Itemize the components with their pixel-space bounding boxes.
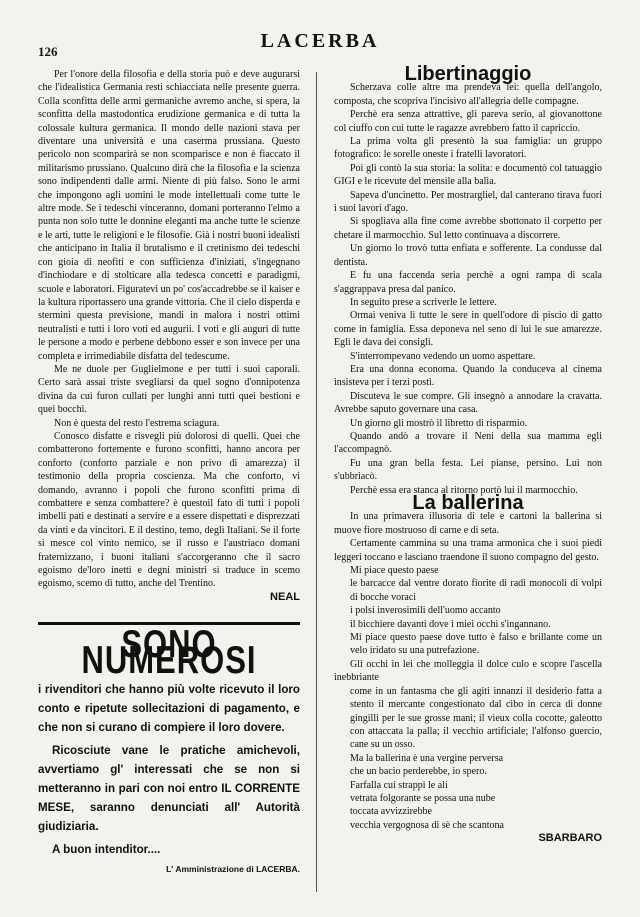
verse-line: Mi piace questo paese dove tutto è falso e brillante come un velo iridato su una putrefazione. xyxy=(350,632,602,657)
article-paragraph: Un giorno gli mostrò il libretto di risparmio. xyxy=(350,417,528,429)
notice-paragraph: i rivenditori che hanno più volte ricevuto il loro conto e ripetute sollecitazioni di pagamento, e che non si curano di compiere il loro dovere. xyxy=(38,683,300,735)
article-paragraph: Scherzava colle altre ma prendeva lei: quella dell'angolo, composta, che scopriva l'incisivo all'allegria delle compagne. xyxy=(334,82,602,107)
article-paragraph: In seguito prese a scriverle le lettere. xyxy=(350,296,497,308)
article-title: La ballerina xyxy=(412,492,524,514)
verse-line: vecchia vergognosa di sè che scantona xyxy=(350,819,504,831)
notice-paragraph: Ricosciute vane le pratiche amichevoli, avvertiamo gl' interessati che se non si metteranno in pari con noi entro IL CORRENTE MESE, saranno denunciati all' Autorità giudiziaria. xyxy=(38,744,300,834)
article-paragraph: Discuteva le sue compre. Gli insegnò a annodare la cravatta. Avrebbe saputo governare una casa. xyxy=(334,390,602,416)
article-paragraph: Non è questa del resto l'estrema sciagura. xyxy=(54,417,220,429)
notice-title: SONO NUMEROSI xyxy=(81,622,257,683)
column-divider xyxy=(316,72,317,892)
article-paragraph: Un giorno lo trovò tutta enfiata e sofferente. La condusse dal dentista. xyxy=(334,243,602,268)
article-paragraph: Certamente cammina su una trama armonica che i suoi piedi leggeri toccano e lasciano traendone il suono compagno del gesto. xyxy=(334,538,602,563)
article-paragraph: Perchè era senza attrattive, gli pareva serio, al giovanottone col ciuffo con cui tutte le ragazze avrebbero fatto il capriccio. xyxy=(334,109,602,134)
article-paragraph: Gli occhi in lei che molleggia il dolce culo e scopre l'ascella inebbriante xyxy=(334,658,602,684)
verse-line: le barcacce dal ventre dorato fiorite di radi monocoli di volpi di bocche voraci xyxy=(350,578,602,603)
verse-line: Mi piace questo paese xyxy=(350,565,439,577)
article-paragraph: Per l'onore della filosofia e della storia può e deve augurarsi che l'idealistica Germania resti schiacciata nelle presente guerra. Colla sconfitta delle armi germaniche avremo anche, si spera, la sconfitta della mastodontica erudizione germanica e di tutta la colossale kultura germanica. Il mondo delle nazioni stava per diventare una università e una caserma prussiana. Questo pericolo non scomparirà se non scomparisce e non è fiaccato il militarismo prussiano. Qualcuno dirà che la filosofia e la scienza sono indipendenti dalle armi. Niente di più falso. Sono le armi che impongono agli uomini le mode intellettuali come tutte le altre mode. Se i tedeschi vinceranno, domani porteranno l'elmo a punta non solo tutte le donnine eleganti ma anche tutte le scienze e le arti, tutte le religioni e le filosofie. Già i nostri buoni idealisti che anticipano in Italia il brutalismo e il cretinismo dei tedeschi con gioia di neofiti e con sufficienza d'iniziati, s'ingegnano d'inchiodare e di stolticare alla tedesca concetti e paradigmi, scuole e laboratori. Figuratevi un po' cos'accadrebbe se il kaiser e la kultura riportassero una grande vittoria. Che il cielo disperda e stermini questa previsione, mandi in malora i nostri ottimi neutralisti e tutti i loro voti ed augurii. I voti e gli auguri di tutte le persone a modo e perbene debbono esser e son invece per una completa e irrimediabile disfatta del tedescume. xyxy=(38,69,300,362)
masthead: LACERBA xyxy=(260,30,380,52)
verse-line: toccata avvizzirebbe xyxy=(350,806,432,818)
article-paragraph: Sapeva d'uncinetto. Per mostrargliel, dal canterano tirava fuori i suoi lavori d'ago. xyxy=(334,189,602,215)
article-paragraph: In una primavera illusoria di tele e cartoni la ballerina si muove fiore mostruoso di carne e di seta. xyxy=(334,511,602,536)
article-paragraph: Poi gli contò la sua storia: la solita: e documentò col tatuaggio GIGI e le ricevute del mensile alla balia. xyxy=(334,162,602,188)
verse-line: Farfalla cui strappi le ali xyxy=(350,779,448,791)
article-paragraph: Quando andò a trovare il Neni della sua mamma egli l'accompagnò. xyxy=(334,430,602,456)
verse-line: Ma la ballerina è una vergine perversa xyxy=(350,752,504,764)
verse-line: che un bacio perderebbe, io spero. xyxy=(350,766,487,778)
article-paragraph: La prima volta gli presentò la sua famiglia: un gruppo fotografico: le sorelle oneste i fratelli lavoratori. xyxy=(334,136,602,161)
article-signature: NEAL xyxy=(270,590,300,603)
article-paragraph: Fu una gran bella festa. Lei pianse, persino. Lui non s'ubbriacò. xyxy=(334,457,602,483)
article-paragraph: Perchè essa era stanca al ritorno portò lui il marmocchio. xyxy=(350,484,578,496)
page-number: 126 xyxy=(38,44,58,59)
article-paragraph: Conosco disfatte e risvegli più dolorosi di quelli. Quei che combatterono fortemente e furono sconfitti, hanno ancora per conforto (conforto parziale e non privo di amarezza) il testimonio della propria coscienza. Ma che conforto, vi domando, avranno i popoli che furono sconfitti prima di combattere e senza combattere? è questoil fato di tutti i popoli imbelli pati e destinati a servire e a essere dispettati e disprezzati da vinti e da vincitori. E il destino, temo, degli Italiani. Se il forte si mesce col vinto nemico, se il russo e l'austriaco domani fraternizzano, i buoni italiani s'accorgeranno che il sacro egoismo de'loro inetti e degni ministri si traduce in scemo egoismo, scemo di tutto, anche del Trentino. xyxy=(38,430,300,590)
verse-line: i polsi inverosimili dell'uomo accanto xyxy=(350,605,501,617)
notice-body xyxy=(38,680,300,859)
article-paragraph: Si spogliava alla fine come avrebbe sbottonato il corpetto per chetare il marmocchio. Sul letto continuava a discorrere. xyxy=(334,216,602,241)
verse-line: vetrata folgorante se possa una nube xyxy=(350,792,496,804)
article-paragraph: Era una donna economa. Quando la conduceva al cinema insisteva per i terzi posti. xyxy=(334,363,602,389)
article-paragraph: Me ne duole per Guglielmone e per tutti i suoi caporali. Certo sarà assai triste svegliarsi da quel sogno d'onnipotenza divina da cui furon cullati per lunghi anni tutti quei bestioni e quei bocchi. xyxy=(38,363,300,416)
right-column xyxy=(334,63,602,846)
verse-line: il bicchiere davanti dove i miei occhi s'ingannano. xyxy=(350,618,551,630)
article-paragraph: Ormai veniva lì tutte le sere in quell'odore di piscio di gatto come in famiglia. Essa deponeva nel seno di lui le sue amarezze. Egli le dava dei consigli. xyxy=(334,310,602,349)
article-signature: SBARBARO xyxy=(538,832,602,845)
notice-closing: A buon intenditor.... xyxy=(52,843,161,857)
verse-line: come in un fantasma che gli agiti innanzi il desiderio fatta a stento il mercante congestionato dal cibo in cerca di donne gingilli per le sue grosse mani; il vieux colla cocotte, galeotto con attaccata la palla; il vecchio artificiale; l'alfonso guercio, cane su un osso. xyxy=(350,685,602,751)
article-title: Libertinaggio xyxy=(404,63,532,85)
article-paragraph: E fu una faccenda seria perchè a ogni rampa di scala s'aggrappava presa dal panico. xyxy=(334,270,602,295)
left-column xyxy=(38,68,300,876)
notice-signature: L' Amministrazione di LACERBA. xyxy=(166,864,300,875)
article-paragraph: S'interrompevano vedendo un uomo aspettare. xyxy=(350,350,536,362)
